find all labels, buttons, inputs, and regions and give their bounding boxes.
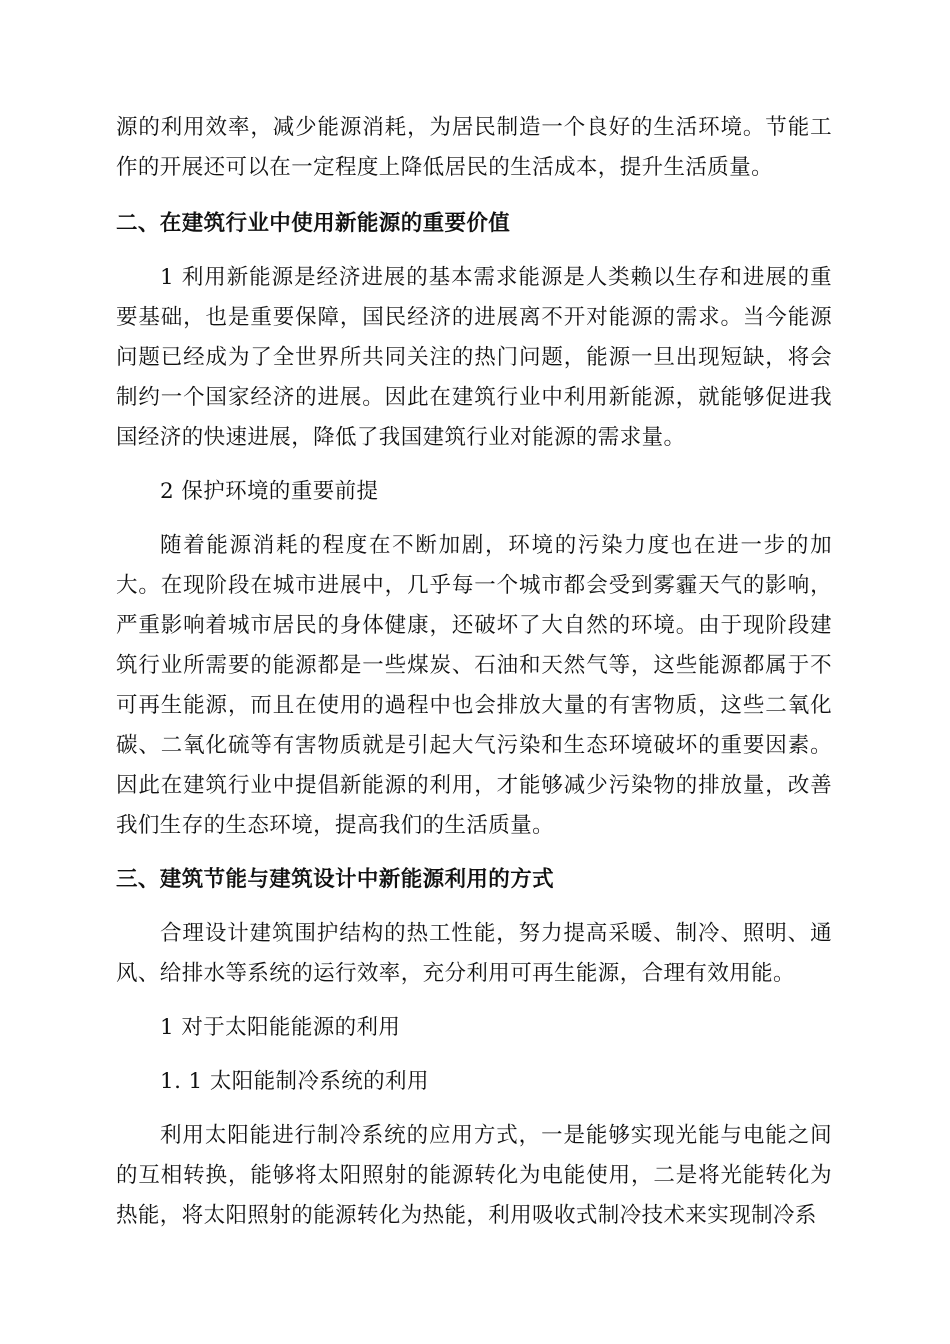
- paragraph-environment: 随着能源消耗的程度在不断加剧，环境的污染力度也在进一步的加大。在现阶段在城市进展中，几乎每一个城市都会受到雾霾天气的影响，严重影响着城市居民的身体健康，还破坏了大自然的环境。由于现阶段建筑行业所需要的能源都是一些煤炭、石油和天然气等，这些能源都属于不可再生能源，而且在使用的過程中也会排放大量的有害物质，这些二氧化碳、二氧化硫等有害物质就是引起大气污染和生态环境破坏的重要因素。因此在建筑行业中提倡新能源的利用，才能够减少污染物的排放量，改善我们生存的生态环境，提高我们的生活质量。: [116, 533, 832, 838]
- document-body: [116, 108, 832, 1236]
- subheading-solar-cooling: 1. 1 太阳能制冷系统的利用: [160, 1069, 429, 1094]
- subheading-environment: 2 保护环境的重要前提: [160, 479, 379, 504]
- paragraph-economic-need: 1 利用新能源是经济进展的基本需求能源是人类赖以生存和进展的重要基础，也是重要保障，国民经济的进展离不开对能源的需求。当今能源问题已经成为了全世界所共同关注的热门问题，能源一旦出现短缺，将会制约一个国家经济的进展。因此在建筑行业中利用新能源，就能够促进我国经济的快速进展，降低了我国建筑行业对能源的需求量。: [116, 265, 832, 450]
- subheading-solar: 1 对于太阳能能源的利用: [160, 1015, 401, 1040]
- section-heading-2: 二、在建筑行业中使用新能源的重要价值: [116, 211, 511, 236]
- section-heading-3: 三、建筑节能与建筑设计中新能源利用的方式: [116, 867, 555, 892]
- paragraph-design: 合理设计建筑围护结构的热工性能，努力提高采暖、制冷、照明、通风、给排水等系统的运行效率，充分利用可再生能源，合理有效用能。: [116, 921, 832, 986]
- paragraph-continued: 源的利用效率，减少能源消耗，为居民制造一个良好的生活环境。节能工作的开展还可以在一定程度上降低居民的生活成本，提升生活质量。: [116, 115, 832, 180]
- paragraph-solar-cooling: 利用太阳能进行制冷系统的应用方式，一是能够实现光能与电能之间的互相转换，能够将太阳照射的能源转化为电能使用，二是将光能转化为热能，将太阳照射的能源转化为热能，利用吸收式制冷技术来实现制冷系: [116, 1123, 832, 1228]
